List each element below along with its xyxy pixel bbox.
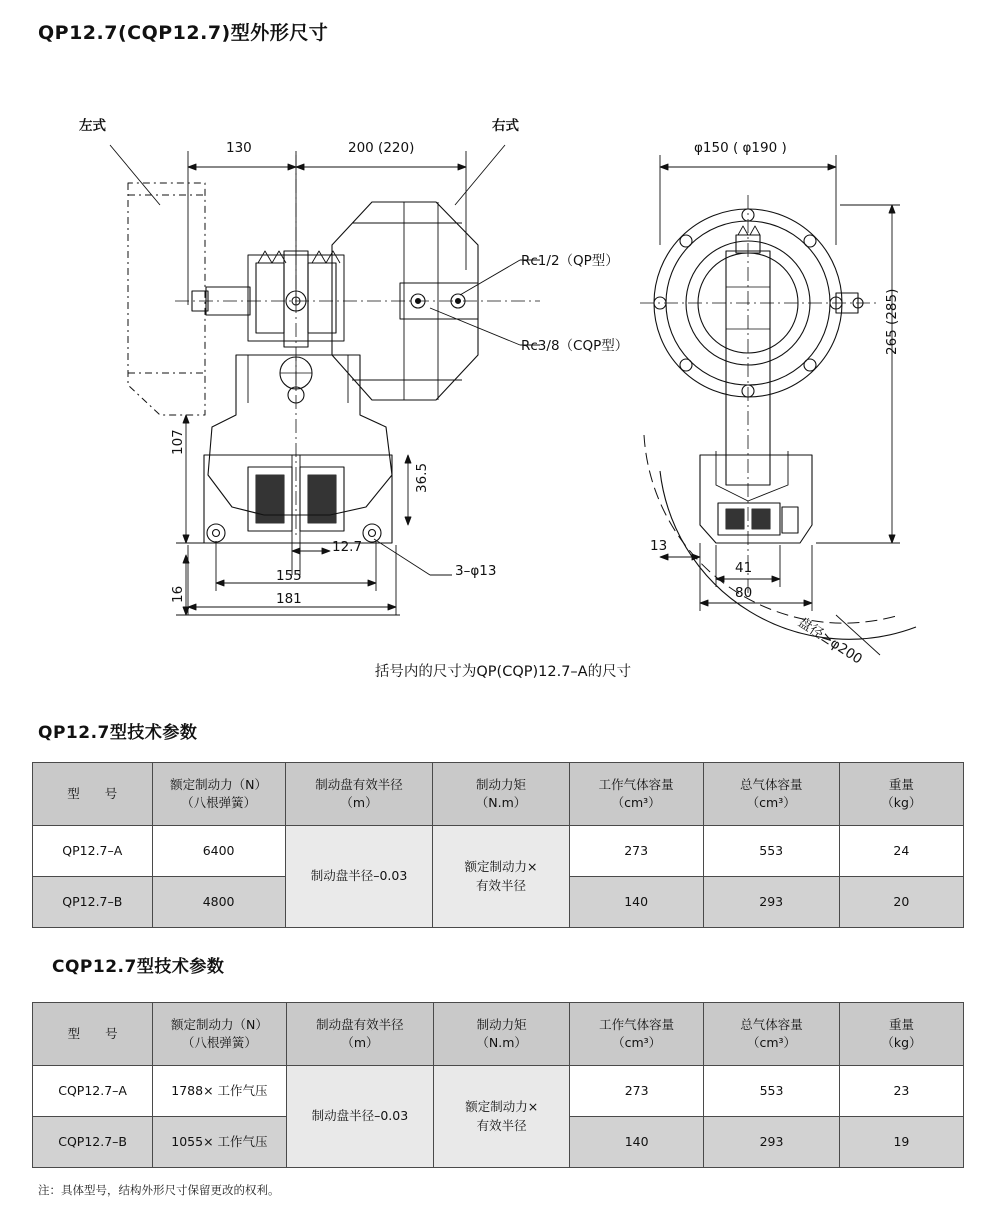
cell-effective-radius: 制动盘半径–0.03 [285, 826, 433, 928]
dim-265-285: 265 (285) [884, 288, 900, 355]
table-row [33, 1066, 964, 1117]
dim-41: 41 [735, 560, 753, 576]
dim-13: 13 [650, 538, 668, 554]
cell-model: QP12.7–A [33, 826, 153, 877]
col-total-volume: 总气体容量 （cm³） [704, 1003, 840, 1066]
table-header-row [33, 1003, 964, 1066]
dim-36-5: 36.5 [414, 462, 430, 493]
dim-16: 16 [170, 585, 186, 603]
footer-note: 注：具体型号，结构外形尺寸保留更改的权利。 [38, 1183, 280, 1197]
dim-130: 130 [226, 140, 252, 156]
cell-rated-force: 4800 [152, 877, 285, 928]
col-model: 型 号 [33, 763, 153, 826]
cell-working-volume: 140 [569, 877, 703, 928]
cell-total-volume: 293 [704, 1117, 840, 1168]
cell-torque: 额定制动力× 有效半径 [434, 1066, 570, 1168]
page-title: QP12.7(CQP12.7)型外形尺寸 [38, 22, 329, 44]
col-effective-radius: 制动盘有效半径 （m） [285, 763, 433, 826]
cell-working-volume: 273 [570, 1066, 704, 1117]
cell-model: CQP12.7–B [33, 1117, 153, 1168]
col-effective-radius: 制动盘有效半径 （m） [286, 1003, 434, 1066]
cell-total-volume: 553 [703, 826, 839, 877]
table-row [33, 826, 964, 877]
col-weight: 重量 （kg） [839, 1003, 963, 1066]
dim-155: 155 [276, 568, 302, 584]
callout-rc38: Rc3/8（CQP型） [521, 338, 629, 354]
col-working-volume: 工作气体容量 （cm³） [570, 1003, 704, 1066]
col-torque: 制动力矩 （N.m） [433, 763, 569, 826]
cell-weight: 19 [839, 1117, 963, 1168]
dim-181: 181 [276, 591, 302, 607]
cell-working-volume: 273 [569, 826, 703, 877]
dim-phi150-190: φ150 ( φ190 ) [694, 140, 787, 156]
table-header-row [33, 763, 964, 826]
dim-80: 80 [735, 585, 753, 601]
col-weight: 重量 （kg） [839, 763, 963, 826]
col-model: 型 号 [33, 1003, 153, 1066]
cell-rated-force: 6400 [152, 826, 285, 877]
col-rated-force: 额定制动力（N） （八根弹簧） [153, 1003, 286, 1066]
section-heading-cqp: CQP12.7型技术参数 [52, 957, 225, 977]
drawing-svg [0, 55, 1006, 695]
technical-drawing [0, 55, 1006, 695]
col-torque: 制动力矩 （N.m） [434, 1003, 570, 1066]
label-left-type: 左式 [79, 118, 106, 134]
callout-3-phi13: 3–φ13 [455, 563, 497, 579]
cell-rated-force: 1788× 工作气压 [153, 1066, 286, 1117]
cell-total-volume: 553 [704, 1066, 840, 1117]
col-rated-force: 额定制动力（N） （八根弹簧） [152, 763, 285, 826]
cell-model: CQP12.7–A [33, 1066, 153, 1117]
callout-rc12: Rc1/2（QP型） [521, 253, 619, 269]
cell-weight: 20 [839, 877, 963, 928]
label-disc-diameter: 盘径≥φ200 [795, 614, 866, 668]
col-total-volume: 总气体容量 （cm³） [703, 763, 839, 826]
label-right-type: 右式 [492, 118, 519, 134]
cell-weight: 23 [839, 1066, 963, 1117]
cell-weight: 24 [839, 826, 963, 877]
dim-12-7: 12.7 [332, 539, 363, 555]
section-heading-qp: QP12.7型技术参数 [38, 723, 198, 743]
cell-model: QP12.7–B [33, 877, 153, 928]
drawing-caption: 括号内的尺寸为QP(CQP)12.7–A的尺寸 [374, 664, 632, 680]
cell-torque: 额定制动力× 有效半径 [433, 826, 569, 928]
spec-table-cqp [32, 1002, 964, 1168]
cell-effective-radius: 制动盘半径–0.03 [286, 1066, 434, 1168]
spec-table-qp [32, 762, 964, 928]
dim-200-220: 200 (220) [348, 140, 415, 156]
cell-total-volume: 293 [703, 877, 839, 928]
dim-107: 107 [170, 429, 186, 455]
col-working-volume: 工作气体容量 （cm³） [569, 763, 703, 826]
cell-working-volume: 140 [570, 1117, 704, 1168]
cell-rated-force: 1055× 工作气压 [153, 1117, 286, 1168]
